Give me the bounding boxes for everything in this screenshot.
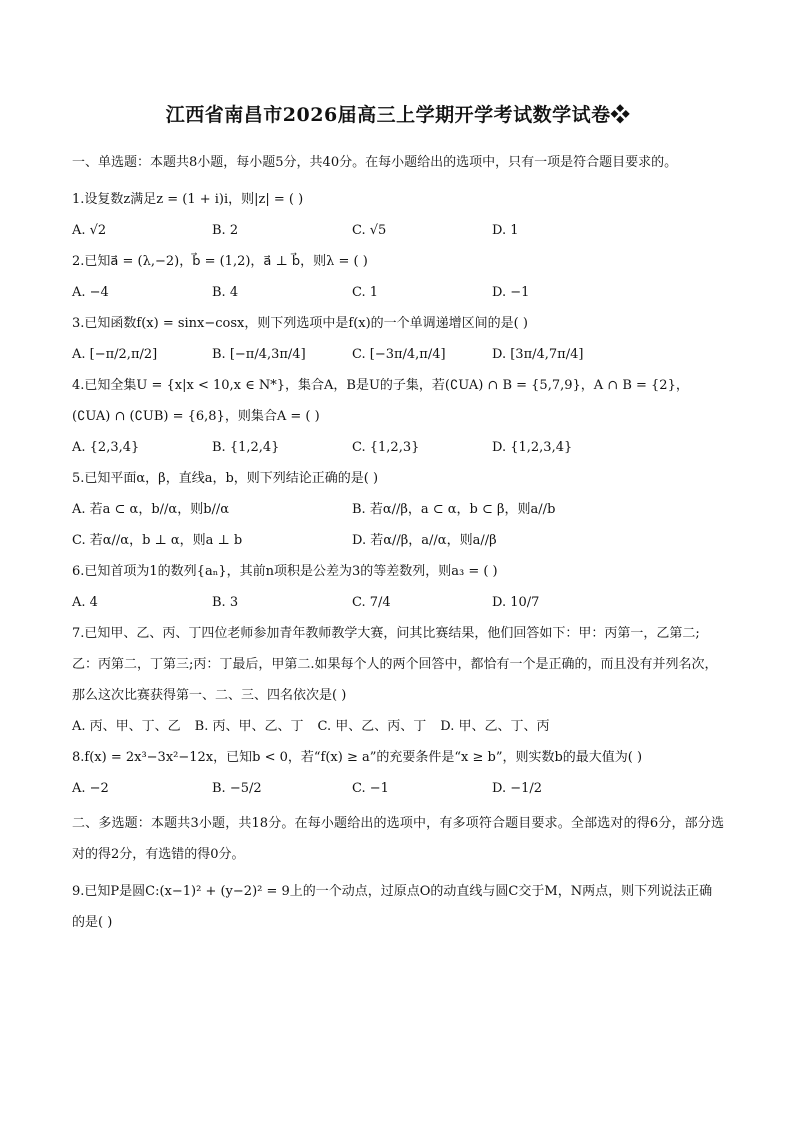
option-d: D. 10/7	[492, 595, 540, 610]
option-a: A. {2,3,4}	[72, 440, 140, 455]
option-a: A. 4	[72, 595, 98, 610]
question-4-continued: (∁UA) ∩ (∁UB) = {6,8}，则集合A = ( )	[72, 409, 320, 424]
option-d: D. −1	[492, 285, 530, 300]
question-5: 5.已知平面α，β，直线a，b，则下列结论正确的是( )	[72, 471, 379, 486]
option-a: A. 若a ⊂ α，b//α，则b//α	[72, 502, 230, 517]
option-d: D. {1,2,3,4}	[492, 440, 573, 455]
option-b: B. 若α//β，a ⊂ α，b ⊂ β，则a//b	[352, 502, 556, 517]
option-b: B. −5/2	[212, 781, 262, 796]
question-3: 3.已知函数f(x) = sinx−cosx，则下列选项中是f(x)的一个单调递增区间的是( )	[72, 316, 528, 331]
question-1-options	[72, 215, 724, 246]
option-d: D. −1/2	[492, 781, 543, 796]
option-a: A. −2	[72, 781, 109, 796]
option-b: B. 丙、甲、乙、丁	[194, 719, 304, 734]
option-b: B. 2	[212, 223, 239, 238]
question-5-options-row1	[72, 494, 724, 525]
question-4-options	[72, 432, 724, 463]
question-7: 7.已知甲、乙、丙、丁四位老师参加青年教师教学大赛，问其比赛结果，他们回答如下：甲：丙第一，乙第二;乙：丙第二，丁第三;丙：丁最后，甲第二.如果每个人的两个回答中，都恰有一个是正确的，而且没有并列名次，那么这次比赛获得第一、二、三、四名依次是( )	[72, 626, 718, 703]
question-8-options	[72, 773, 724, 804]
option-c: C. [−3π/4,π/4]	[352, 347, 446, 362]
question-2: 2.已知a⃗ = (λ,−2)，b⃗ = (1,2)，a⃗ ⊥ b⃗，则λ = ( )	[72, 254, 368, 269]
option-d: D. 若α//β，a//α，则a//β	[352, 533, 497, 548]
section-heading-single-choice: 一、单选题：本题共8小题，每小题5分，共40分。在每小题给出的选项中，只有一项是符合题目要求的。	[72, 155, 678, 170]
option-b: B. 4	[212, 285, 239, 300]
option-a: A. 丙、甲、丁、乙	[72, 719, 181, 734]
question-3-options	[72, 339, 724, 370]
option-c: C. √5	[352, 223, 387, 238]
option-c: C. 1	[352, 285, 379, 300]
option-d: D. [3π/4,7π/4]	[492, 347, 584, 362]
option-a: A. √2	[72, 223, 107, 238]
option-c: C. 若α//α，b ⊥ α，则a ⊥ b	[72, 533, 243, 548]
option-c: C. 7/4	[352, 595, 391, 610]
question-5-options-row2	[72, 525, 724, 556]
option-b: B. [−π/4,3π/4]	[212, 347, 306, 362]
option-c: C. −1	[352, 781, 389, 796]
option-c: C. {1,2,3}	[352, 440, 420, 455]
question-6-options	[72, 587, 724, 618]
exam-page	[72, 100, 724, 938]
option-a: A. −4	[72, 285, 109, 300]
option-b: B. 3	[212, 595, 239, 610]
page-title: 江西省南昌市2026届高三上学期开学考试数学试卷❖	[165, 104, 631, 126]
option-d: D. 甲、乙、丁、丙	[440, 719, 550, 734]
question-8: 8.f(x) = 2x³−3x²−12x，已知b < 0，若“f(x) ≥ a”的充要条件是“x ≥ b”，则实数b的最大值为( )	[72, 750, 643, 765]
question-4: 4.已知全集U = {x|x < 10,x ∈ N*}，集合A，B是U的子集，若(∁UA) ∩ B = {5,7,9}，A ∩ B = {2}，	[72, 378, 689, 393]
question-9: 9.已知P是圆C:(x−1)² + (y−2)² = 9上的一个动点，过原点O的动直线与圆C交于M，N两点，则下列说法正确的是( )	[72, 884, 713, 930]
question-1: 1.设复数z满足z = (1 + i)i，则|z| = ( )	[72, 192, 304, 207]
question-2-options	[72, 277, 724, 308]
section-heading-multiple-choice: 二、多选题：本题共3小题，共18分。在每小题给出的选项中，有多项符合题目要求。全部选对的得6分，部分选对的得2分，有选错的得0分。	[72, 816, 724, 862]
option-b: B. {1,2,4}	[212, 440, 280, 455]
option-c: C. 甲、乙、丙、丁	[317, 719, 427, 734]
question-7-options	[72, 711, 724, 742]
option-d: D. 1	[492, 223, 519, 238]
option-a: A. [−π/2,π/2]	[72, 347, 158, 362]
question-6: 6.已知首项为1的数列{aₙ}，其前n项积是公差为3的等差数列，则a₃ = ( )	[72, 564, 498, 579]
